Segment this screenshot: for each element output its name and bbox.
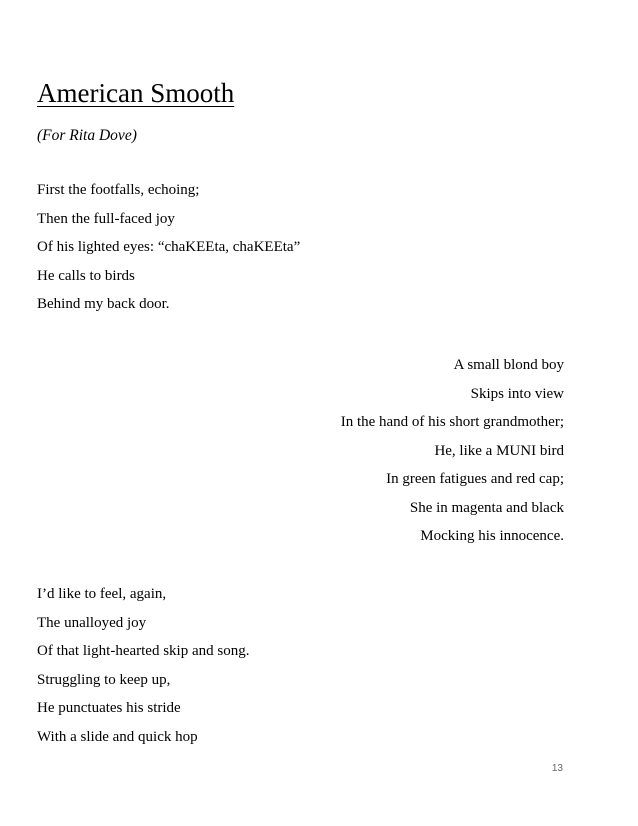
poem-dedication: (For Rita Dove)	[37, 127, 137, 144]
poem-line: Skips into view	[470, 385, 564, 402]
poem-line: He, like a MUNI bird	[434, 442, 564, 459]
poem-line: He calls to birds	[37, 267, 135, 284]
page-number: 13	[551, 763, 563, 774]
poem-line: In green fatigues and red cap;	[386, 471, 564, 487]
poem-line: Behind my back door.	[37, 296, 170, 312]
poem-line: A small blond boy	[453, 357, 564, 373]
poem-line: Then the full-faced joy	[37, 210, 175, 227]
poem-line: In the hand of his short grandmother;	[340, 414, 564, 430]
poem-line: Of his lighted eyes: “chaKEEta, chaKEEta”	[37, 239, 301, 255]
stanza-2	[341, 355, 564, 555]
poem-line: The unalloyed joy	[37, 614, 147, 631]
poem-line: Of that light-hearted skip and song.	[37, 643, 250, 659]
poem-title: American Smooth	[37, 78, 235, 108]
poem-line: Mocking his innocence.	[420, 528, 564, 544]
poem-line: With a slide and quick hop	[37, 728, 198, 745]
poem-line: He punctuates his stride	[37, 700, 181, 716]
poem-line: I’d like to feel, again,	[37, 586, 167, 602]
poem-line: She in magenta and black	[409, 499, 564, 516]
poem-line: First the footfalls, echoing;	[37, 182, 200, 198]
stanza-1	[37, 180, 300, 323]
stanza-3	[37, 584, 249, 755]
poem-line: Struggling to keep up,	[37, 671, 171, 688]
